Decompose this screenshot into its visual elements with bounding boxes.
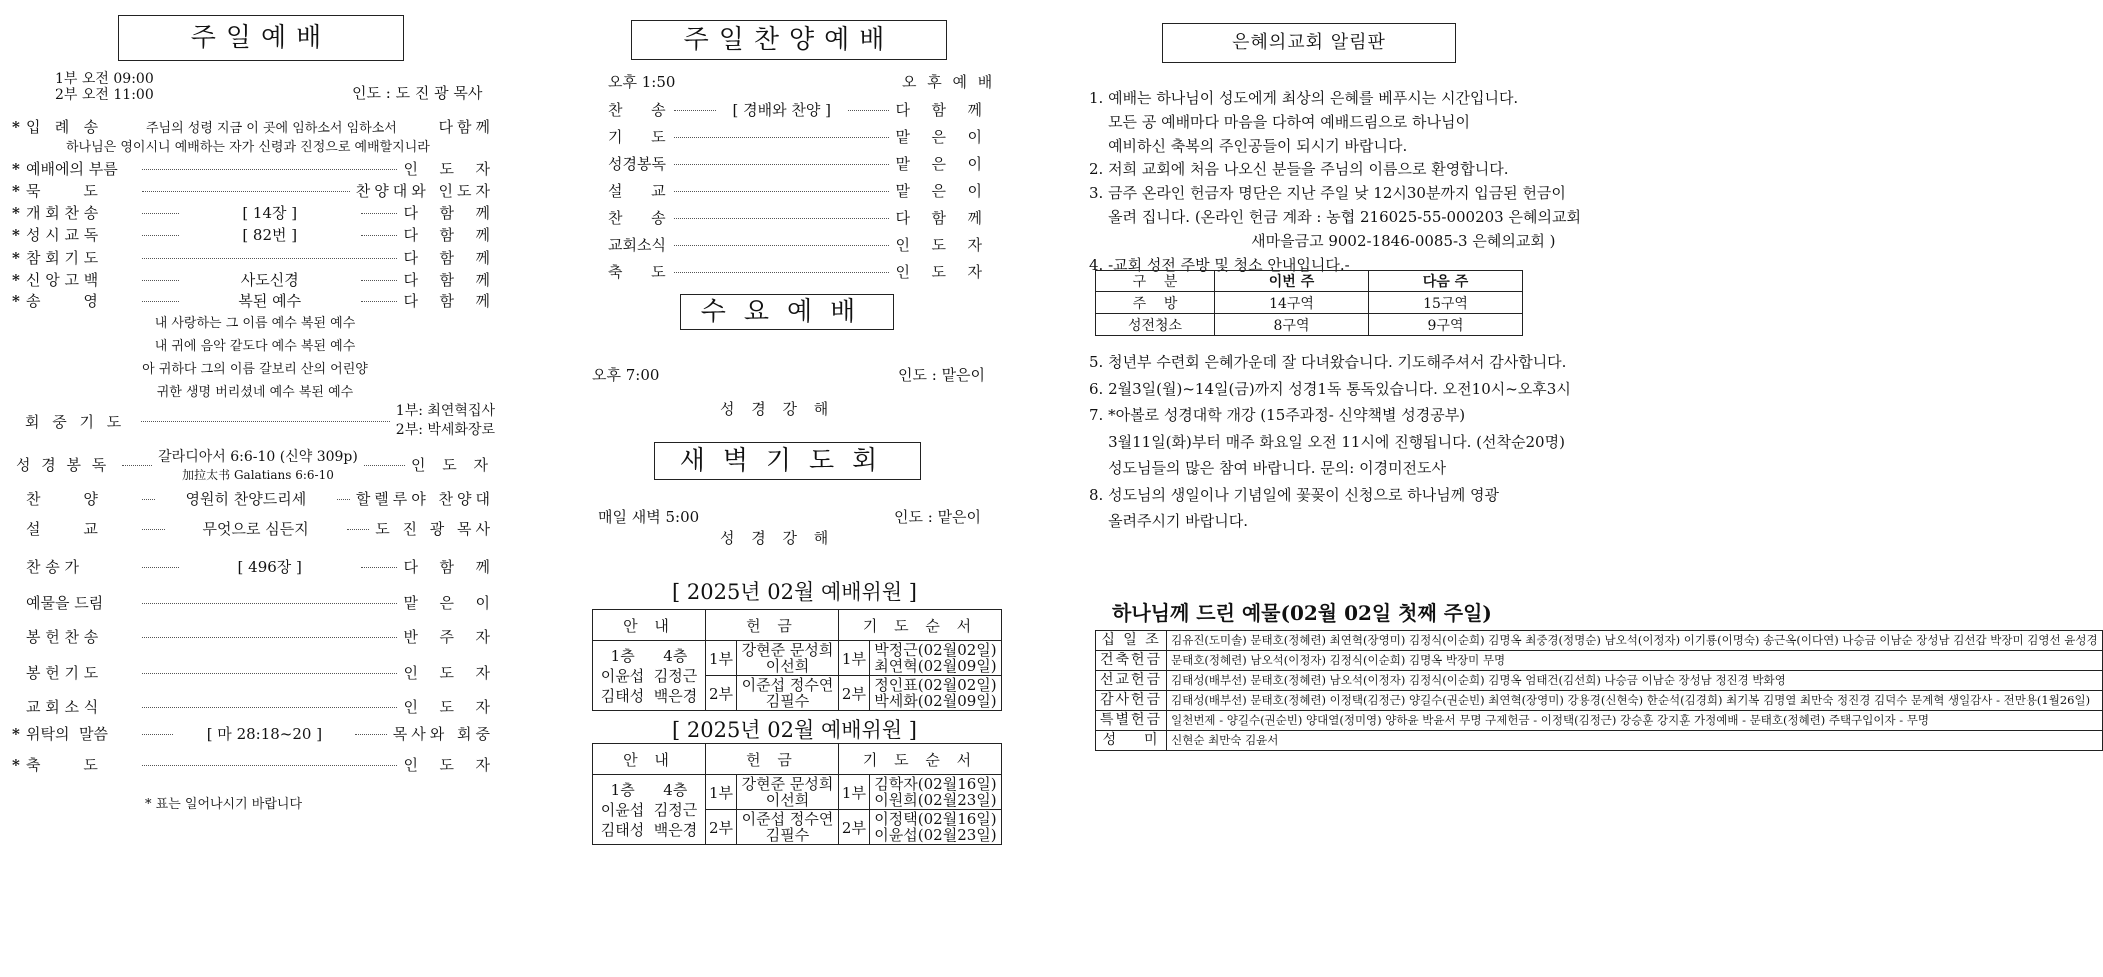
order-role: 인 도 자 bbox=[403, 698, 494, 716]
order-role: 인 도 자 bbox=[895, 236, 986, 254]
notice-line: 올려주시기 바랍니다. bbox=[1089, 512, 1249, 530]
roster-guide bbox=[593, 775, 706, 845]
order-bullet: * bbox=[12, 291, 20, 310]
dawn-time: 매일 새벽 5:00 bbox=[598, 508, 700, 526]
roster-offer-names bbox=[737, 775, 839, 810]
dotted-leader bbox=[142, 257, 397, 259]
roster-table bbox=[592, 609, 1002, 711]
dawn-subtitle: 성 경 강 해 bbox=[720, 529, 835, 547]
roster-name-line: 김필수 bbox=[765, 692, 810, 710]
order-name: 성 경 봉 독 bbox=[16, 456, 110, 474]
roster-pray-names bbox=[869, 676, 1001, 711]
order-bullet: * bbox=[12, 270, 20, 289]
clean-cell: 14구역 bbox=[1215, 292, 1369, 314]
order-name: 참 회 기 도 bbox=[26, 249, 99, 267]
dotted-leader bbox=[674, 271, 889, 273]
notice-line: 예비하신 축복의 주인공들이 되시기 바랍니다. bbox=[1089, 136, 1408, 155]
roster-header: 헌 금 bbox=[706, 744, 839, 775]
roster-name-line: 강현준 문성희 bbox=[741, 641, 834, 659]
order-role: 맡 은 이 bbox=[895, 155, 986, 173]
afternoon-order-row bbox=[608, 99, 986, 120]
roster-name-line: 김학자(02월16일) bbox=[874, 775, 997, 793]
wednesday-service-title: 수요예배 bbox=[680, 294, 894, 330]
dotted-leader bbox=[142, 498, 155, 500]
order-detail: [ 경배와 찬양 ] bbox=[732, 101, 831, 119]
roster-part: 1부 bbox=[706, 641, 737, 676]
dotted-leader bbox=[674, 136, 889, 138]
dotted-leader bbox=[142, 234, 179, 236]
roster-header: 안 내 bbox=[593, 744, 706, 775]
clean-cell: 15구역 bbox=[1369, 292, 1523, 314]
dotted-leader bbox=[337, 498, 350, 500]
roster-title-1: [ 2025년 02월 예배위원 ] bbox=[672, 580, 917, 604]
order-role: 반 주 자 bbox=[403, 628, 494, 646]
service-leader: 인도 : 도 진 광 목사 bbox=[352, 84, 483, 102]
order-role: 다함께 bbox=[438, 118, 494, 136]
dotted-leader bbox=[142, 602, 397, 604]
order-role: 인 도 자 bbox=[403, 756, 494, 774]
offering-row bbox=[1096, 651, 2103, 671]
order-row bbox=[12, 269, 494, 290]
dotted-leader bbox=[347, 528, 370, 530]
roster-name-line: 이정택(02월16일) bbox=[874, 810, 997, 828]
order-detail: 복된 예수 bbox=[238, 292, 302, 310]
dotted-leader bbox=[142, 528, 165, 530]
notice-line: 새마을금고 9002-1846-0085-3 은혜의교회 ) bbox=[1089, 231, 1556, 250]
dotted-leader bbox=[142, 566, 179, 568]
roster-guide-line: 1층 4층 bbox=[610, 780, 688, 799]
order-row bbox=[12, 116, 494, 137]
afternoon-order-row bbox=[608, 180, 986, 201]
order-detail: [ 마 28:18~20 ] bbox=[206, 725, 323, 743]
prayer-part-1: 1부: 최연혁집사 bbox=[395, 403, 495, 419]
clean-cell: 성전청소 bbox=[1096, 314, 1215, 336]
clean-header: 다음 주 bbox=[1369, 271, 1523, 292]
order-detail: 무엇으로 심든지 bbox=[202, 520, 309, 538]
order-role: 인 도 자 bbox=[403, 160, 494, 178]
sunday-service-column bbox=[0, 0, 580, 977]
order-role: 다 함 께 bbox=[895, 209, 986, 227]
notice-line: 3월11일(화)부터 매주 화요일 오전 11시에 진행됩니다. (선착순20명) bbox=[1089, 432, 1565, 451]
order-name: 예배에의 부름 bbox=[26, 160, 118, 178]
notice-line: 올려 집니다. (온라인 헌금 계좌 : 농협 216025-55-000203 은혜의교회 bbox=[1089, 208, 1581, 226]
dotted-leader bbox=[142, 212, 179, 214]
roster-offer-names bbox=[737, 676, 839, 711]
dotted-leader bbox=[361, 279, 398, 281]
order-name: 기 도 bbox=[608, 128, 666, 146]
roster-header: 기 도 순 서 bbox=[838, 610, 1001, 641]
order-row bbox=[12, 202, 494, 223]
offering-names: 문태호(정혜련) 남오석(이정자) 김정식(이순희) 김명옥 박장미 무명 bbox=[1167, 651, 2102, 671]
order-name: 교 회 소 식 bbox=[26, 698, 99, 716]
roster-guide-line: 김태성 백은경 bbox=[600, 820, 698, 839]
roster-pray-names bbox=[869, 775, 1001, 810]
roster-pray-names bbox=[869, 641, 1001, 676]
order-detail: [ 14장 ] bbox=[242, 204, 298, 222]
dotted-leader bbox=[122, 464, 152, 466]
afternoon-time: 오후 1:50 bbox=[608, 73, 676, 91]
clean-header: 구 분 bbox=[1096, 271, 1215, 292]
roster-name-line: 이선희 bbox=[765, 791, 810, 809]
service-time-1: 1부 오전 09:00 bbox=[55, 71, 154, 87]
dawn-leader: 인도 : 맡은이 bbox=[894, 508, 982, 526]
order-bullet: * bbox=[12, 755, 20, 774]
order-name: 위탁의 말씀 bbox=[26, 725, 108, 743]
scripture-reference: 갈라디아서 6:6-10 (신약 309p) bbox=[158, 449, 358, 465]
offering-table bbox=[1095, 630, 2103, 751]
order-row bbox=[12, 754, 494, 775]
afternoon-order-row bbox=[608, 153, 986, 174]
order-name: 축 도 bbox=[26, 756, 98, 774]
hymn-line: 아 귀하다 그의 이름 갈보리 산의 어린양 bbox=[142, 362, 368, 377]
clean-cell: 8구역 bbox=[1215, 314, 1369, 336]
dotted-leader bbox=[141, 420, 390, 422]
hymn-line: 귀한 생명 버리셨네 예수 복된 예수 bbox=[156, 385, 354, 400]
order-name: 회 중 기 도 bbox=[25, 412, 126, 431]
order-row bbox=[12, 696, 494, 717]
order-role: 다 함 께 bbox=[403, 558, 495, 576]
order-name: 송 영 bbox=[26, 292, 98, 310]
clean-cell: 주 방 bbox=[1096, 292, 1215, 314]
afternoon-service-label: 오 후 예 배 bbox=[902, 73, 996, 91]
dotted-leader bbox=[142, 168, 397, 170]
order-bullet: * bbox=[12, 724, 20, 743]
order-row bbox=[12, 247, 494, 268]
order-bullet: * bbox=[12, 225, 20, 244]
offering-names: 일천번제 - 양길수(권순빈) 양대열(정미영) 양하윤 박윤서 무명 구제헌금 - 이정택(김정근) 강승훈 강지훈 가정예배 - 문태호(정혜련) 주택구입이자 - 무명 bbox=[1167, 711, 2102, 731]
roster-part: 1부 bbox=[838, 775, 869, 810]
roster-guide-line: 이윤섭 김정근 bbox=[600, 666, 698, 685]
notice-line: 8. 성도님의 생일이나 기념일에 꽃꽂이 신청으로 하나님께 영광 bbox=[1089, 485, 1499, 504]
notice-line: 4. -교회 성전 주방 및 청소 안내입니다.- bbox=[1089, 255, 1350, 274]
order-detail: 주님의 성령 지금 이 곳에 임하소서 임하소서 bbox=[146, 121, 397, 136]
order-row bbox=[12, 518, 494, 539]
dotted-leader bbox=[142, 764, 397, 766]
notice-line: 7. *아볼로 성경대학 개강 (15주과정- 신약책별 성경공부) bbox=[1089, 406, 1466, 424]
offering-row bbox=[1096, 671, 2103, 691]
order-name: 축 도 bbox=[608, 263, 666, 281]
cleaning-schedule-table bbox=[1095, 270, 1523, 336]
order-row bbox=[12, 136, 494, 155]
roster-name-line: 박정근(02월02일) bbox=[874, 641, 997, 659]
roster-name-line: 이선희 bbox=[765, 657, 810, 675]
order-role: 다 함 께 bbox=[403, 271, 495, 289]
order-bullet: * bbox=[12, 117, 20, 136]
order-role: 다 함 께 bbox=[403, 292, 495, 310]
congregation-prayer-row bbox=[25, 402, 495, 440]
offering-names: 김태성(배부선) 문태호(정혜련) 이정택(김정근) 양길수(권순빈) 최연혁(장영미) 강용경(신현숙) 한순석(김경희) 최기복 김명열 최만숙 정진경 김덕수 문계혁 생일감사 - 전만용(1월26일) bbox=[1167, 691, 2102, 711]
worship-roster-table-1 bbox=[592, 609, 1002, 711]
notice-line: 1. 예배는 하나님이 성도에게 최상의 은혜를 베푸시는 시간입니다. bbox=[1089, 89, 1519, 107]
offering-category: 감사헌금 bbox=[1096, 691, 1167, 711]
afternoon-order-row bbox=[608, 261, 986, 282]
order-name: 설 교 bbox=[608, 182, 666, 200]
order-row bbox=[12, 556, 494, 577]
order-role: 맡 은 이 bbox=[403, 594, 494, 612]
order-role: 다 함 께 bbox=[403, 204, 495, 222]
order-row bbox=[12, 180, 494, 201]
order-name: 개 회 찬 송 bbox=[26, 204, 99, 222]
order-row bbox=[12, 592, 494, 613]
roster-name-line: 박세화(02월09일) bbox=[874, 692, 997, 710]
dotted-leader bbox=[674, 109, 716, 111]
roster-guide bbox=[593, 641, 706, 711]
afternoon-order-row bbox=[608, 234, 986, 255]
order-name: 교회소식 bbox=[608, 236, 666, 254]
roster-offer-names bbox=[737, 810, 839, 845]
roster-name-line: 김필수 bbox=[765, 826, 810, 844]
dotted-leader bbox=[142, 636, 397, 638]
order-name: 찬 양 bbox=[26, 490, 98, 508]
dawn-prayer-title: 새벽기도회 bbox=[654, 442, 921, 480]
order-row bbox=[12, 158, 494, 179]
order-row bbox=[12, 626, 494, 647]
dotted-leader bbox=[142, 300, 179, 302]
dotted-leader bbox=[361, 212, 398, 214]
notice-line: 모든 공 예배마다 마음을 다하여 예배드림으로 하나님이 bbox=[1089, 112, 1470, 131]
order-detail: 영원히 찬양드리세 bbox=[185, 490, 307, 508]
notice-line: 성도님들의 많은 참여 바랍니다. 문의: 이경미전도사 bbox=[1089, 459, 1447, 477]
order-detail: [ 496장 ] bbox=[237, 558, 302, 576]
sunday-service-title: 주일예배 bbox=[118, 15, 404, 61]
roster-name-line: 이원희(02월23일) bbox=[874, 791, 997, 809]
prayer-part-2: 2부: 박세화장로 bbox=[395, 422, 495, 438]
order-role: 다 함 께 bbox=[895, 101, 987, 119]
order-role: 맡 은 이 bbox=[895, 128, 986, 146]
roster-header: 헌 금 bbox=[706, 610, 839, 641]
roster-name-line: 최연혁(02월09일) bbox=[874, 657, 997, 675]
order-row bbox=[12, 224, 494, 245]
dotted-leader bbox=[674, 163, 889, 165]
roster-header: 기 도 순 서 bbox=[838, 744, 1001, 775]
roster-name-line: 강현준 문성희 bbox=[741, 775, 834, 793]
afternoon-order-row bbox=[608, 207, 986, 228]
dotted-leader bbox=[142, 733, 173, 735]
scripture-reference-alt: 加拉太书 Galatians 6:6-10 bbox=[182, 468, 334, 482]
order-row bbox=[12, 290, 494, 311]
scripture-reading-row bbox=[16, 446, 494, 483]
roster-part: 1부 bbox=[706, 775, 737, 810]
order-name: 성경봉독 bbox=[608, 155, 666, 173]
roster-part: 2부 bbox=[706, 676, 737, 711]
wednesday-time: 오후 7:00 bbox=[592, 366, 660, 384]
order-name: 봉 헌 찬 송 bbox=[26, 628, 99, 646]
order-role: 다 함 께 bbox=[403, 226, 495, 244]
dotted-leader bbox=[361, 234, 398, 236]
roster-part: 2부 bbox=[838, 810, 869, 845]
dotted-leader bbox=[355, 733, 386, 735]
afternoon-service-title: 주일찬양예배 bbox=[631, 20, 947, 60]
hymn-line: 내 귀에 음악 같도다 예수 복된 예수 bbox=[154, 339, 356, 354]
wednesday-leader: 인도 : 맡은이 bbox=[898, 366, 986, 384]
roster-table bbox=[592, 743, 1002, 845]
order-role: 다 함 께 bbox=[403, 249, 494, 267]
dotted-leader bbox=[142, 279, 179, 281]
dotted-leader bbox=[364, 464, 405, 466]
clean-cell: 9구역 bbox=[1369, 314, 1523, 336]
order-role: 목사와 회중 bbox=[392, 725, 494, 743]
offering-row bbox=[1096, 731, 2103, 751]
offering-row bbox=[1096, 691, 2103, 711]
roster-name-line: 이준섭 정수연 bbox=[741, 676, 834, 694]
roster-title-2: [ 2025년 02월 예배위원 ] bbox=[672, 718, 917, 742]
roster-name-line: 정인표(02월02일) bbox=[874, 676, 997, 694]
notice-board-column bbox=[1089, 0, 2098, 977]
order-row bbox=[12, 662, 494, 683]
order-detail: 사도신경 bbox=[240, 271, 299, 289]
offering-row bbox=[1096, 631, 2103, 651]
dotted-leader bbox=[142, 672, 397, 674]
order-role: 인 도 자 bbox=[403, 664, 494, 682]
order-note: 하나님은 영이시니 예배하는 자가 신령과 진정으로 예배할지니라 bbox=[66, 140, 430, 155]
order-row bbox=[12, 488, 494, 509]
order-name: 신 앙 고 백 bbox=[26, 271, 99, 289]
roster-guide-line: 1층 4층 bbox=[610, 646, 688, 665]
dotted-leader bbox=[674, 190, 889, 192]
dotted-leader bbox=[142, 706, 397, 708]
order-bullet: * bbox=[12, 248, 20, 267]
offering-category: 건축헌금 bbox=[1096, 651, 1167, 671]
order-name: 설 교 bbox=[26, 520, 98, 538]
offering-category: 특별헌금 bbox=[1096, 711, 1167, 731]
notice-line: 5. 청년부 수련회 은혜가운데 잘 다녀왔습니다. 기도해주셔서 감사합니다. bbox=[1089, 353, 1567, 371]
dotted-leader bbox=[674, 217, 889, 219]
offering-category: 선교헌금 bbox=[1096, 671, 1167, 691]
order-name: 찬 송 bbox=[608, 209, 666, 227]
dotted-leader bbox=[848, 109, 890, 111]
order-role: 찬양대와 인도자 bbox=[355, 182, 494, 200]
clean-header: 이번 주 bbox=[1215, 271, 1369, 292]
order-role: 맡 은 이 bbox=[895, 182, 986, 200]
roster-guide-line: 김태성 백은경 bbox=[600, 686, 698, 705]
roster-part: 1부 bbox=[838, 641, 869, 676]
roster-pray-names bbox=[869, 810, 1001, 845]
order-role: 인 도 자 bbox=[410, 456, 494, 474]
order-name: 봉 헌 기 도 bbox=[26, 664, 99, 682]
offering-list-title: 하나님께 드린 예물(02월 02일 첫째 주일) bbox=[1112, 601, 1492, 625]
order-detail: [ 82번 ] bbox=[242, 226, 298, 244]
offering-category: 성 미 bbox=[1096, 731, 1167, 751]
wednesday-subtitle: 성 경 강 해 bbox=[720, 400, 835, 418]
roster-name-line: 이준섭 정수연 bbox=[741, 810, 834, 828]
dotted-leader bbox=[674, 244, 889, 246]
dotted-leader bbox=[142, 190, 350, 192]
service-time-2: 2부 오전 11:00 bbox=[55, 87, 154, 103]
order-name: 묵 도 bbox=[26, 182, 98, 200]
afternoon-order-row bbox=[608, 126, 986, 147]
roster-part: 2부 bbox=[838, 676, 869, 711]
notice-line: 3. 금주 온라인 헌금자 명단은 지난 주일 낮 12시30분까지 입금된 헌금이 bbox=[1089, 184, 1566, 203]
dotted-leader bbox=[361, 566, 398, 568]
roster-part: 2부 bbox=[706, 810, 737, 845]
order-role: 할렐루야 찬양대 bbox=[355, 490, 495, 508]
worship-roster-table-2 bbox=[592, 743, 1002, 845]
offering-names: 김유진(도미솔) 문태호(정혜련) 최연혁(장영미) 김정식(이순희) 김명옥 최중경(정명순) 남오석(이정자) 이기룡(이명숙) 송근옥(이다연) 나승금 이남순 장성남 김선갑 박장미 김영선 윤성경 bbox=[1167, 631, 2102, 651]
offering-names: 신현순 최만숙 김윤서 bbox=[1167, 731, 2102, 751]
order-role: 인 도 자 bbox=[895, 263, 986, 281]
order-role: 도 진 광 목사 bbox=[375, 520, 495, 538]
order-bullet: * bbox=[12, 159, 20, 178]
hymn-line: 내 사랑하는 그 이름 예수 복된 예수 bbox=[154, 316, 356, 331]
order-name: 찬 송 bbox=[608, 101, 666, 119]
roster-name-line: 이윤섭(02월23일) bbox=[874, 826, 997, 844]
clean-row bbox=[1096, 292, 1523, 314]
roster-guide-line: 이윤섭 김정근 bbox=[600, 800, 698, 819]
roster-offer-names bbox=[737, 641, 839, 676]
order-row bbox=[12, 723, 494, 744]
order-name: 예물을 드림 bbox=[26, 594, 104, 612]
offering-row bbox=[1096, 711, 2103, 731]
order-bullet: * bbox=[12, 203, 20, 222]
offering-category: 십 일 조 bbox=[1096, 631, 1167, 651]
order-name: 성 시 교 독 bbox=[26, 226, 99, 244]
clean-row bbox=[1096, 314, 1523, 336]
order-name: 입 례 송 bbox=[26, 118, 99, 136]
notice-board-title: 은혜의교회 알림판 bbox=[1162, 23, 1456, 63]
order-bullet: * bbox=[12, 181, 20, 200]
offering-names: 김태성(배부선) 문태호(정혜련) 남오석(이정자) 김정식(이순희) 김명옥 엄태건(김선희) 나승금 이남순 장성남 정진경 박화영 bbox=[1167, 671, 2102, 691]
afternoon-service-column bbox=[590, 0, 1120, 977]
roster-header: 안 내 bbox=[593, 610, 706, 641]
footnote: * 표는 일어나시기 바랍니다 bbox=[145, 797, 303, 812]
notice-line: 2. 저희 교회에 처음 나오신 분들을 주님의 이름으로 환영합니다. bbox=[1089, 160, 1509, 179]
notice-line: 6. 2월3일(월)~14일(금)까지 성경1독 통독있습니다. 오전10시~오후3시 bbox=[1089, 379, 1571, 398]
dotted-leader bbox=[361, 300, 398, 302]
order-name: 찬 송 가 bbox=[26, 558, 80, 576]
